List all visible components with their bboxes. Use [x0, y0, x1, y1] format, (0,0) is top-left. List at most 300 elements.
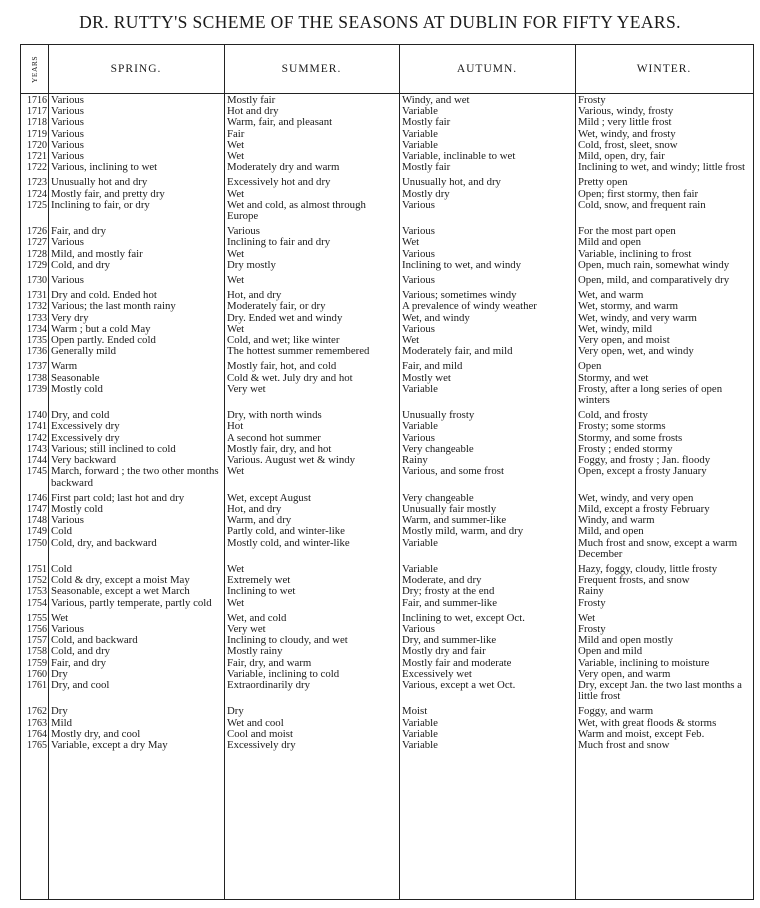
autumn-cell: Mostly mild, warm, and dry [402, 526, 524, 538]
winter-cell: Wet, and warm [578, 290, 644, 302]
autumn-cell: Moderately fair, and mild [402, 346, 513, 358]
table-row [21, 200, 753, 222]
summer-cell: Excessively hot and dry [227, 177, 331, 189]
spring-cell: Cold, and dry [51, 259, 111, 271]
table-row [21, 598, 753, 609]
year-cell: 1731 [27, 290, 47, 302]
autumn-cell: Excessively wet [402, 668, 472, 680]
year-cell: 1759 [27, 657, 47, 669]
winter-cell: Open; first stormy, then fair [578, 188, 699, 200]
winter-cell: Wet, with great floods & storms [578, 717, 717, 729]
spring-cell: Various [51, 128, 84, 140]
autumn-cell: Inclining to wet, except Oct. [402, 612, 525, 624]
table-row [21, 493, 753, 504]
year-cell: 1739 [27, 383, 47, 395]
autumn-cell: Mostly fair and moderate [402, 657, 512, 669]
autumn-cell: A prevalence of windy weather [402, 301, 537, 313]
table-row [21, 575, 753, 586]
winter-cell: Wet, windy, and frosty [578, 128, 676, 140]
spring-cell: Cold & dry, except a moist May [51, 575, 190, 587]
spring-cell: Excessively dry [51, 421, 120, 433]
summer-cell: Partly cold, and winter-like [227, 526, 345, 538]
year-cell: 1716 [27, 95, 47, 106]
spring-cell: Unusually hot and dry [51, 177, 148, 189]
autumn-cell: Various [402, 275, 435, 287]
summer-cell: Inclining to wet [227, 586, 296, 598]
table-row [21, 635, 753, 646]
spring-cell: Various [51, 106, 84, 118]
summer-cell: Dry, with north winds [227, 410, 322, 422]
spring-cell: Generally mild [51, 346, 117, 358]
summer-cell: Dry [227, 706, 244, 718]
autumn-cell: Very changeable [402, 492, 474, 504]
autumn-cell: Variable [402, 128, 438, 140]
spring-cell: Various [51, 117, 84, 129]
table-row [21, 504, 753, 515]
winter-cell: Rainy [578, 586, 604, 598]
winter-cell: Open, much rain, somewhat windy [578, 259, 730, 271]
spring-cell: Seasonable [51, 372, 100, 384]
year-cell: 1753 [27, 586, 47, 598]
header-winter: WINTER. [636, 63, 692, 75]
winter-cell: Much frost and snow, except a warm December [578, 537, 738, 560]
year-cell: 1736 [27, 346, 47, 358]
table-row [21, 421, 753, 432]
winter-cell: Dry, except Jan. the two last months a little frost [578, 679, 742, 703]
summer-cell: Mostly rainy [227, 646, 283, 658]
winter-cell: Mild and open [578, 237, 641, 249]
summer-cell: Hot and dry [227, 106, 279, 118]
spring-cell: Very dry [51, 312, 89, 324]
summer-cell: Wet [227, 597, 245, 609]
summer-cell: A second hot summer [227, 432, 321, 444]
table-row [21, 151, 753, 162]
spring-cell: Dry, and cold [51, 410, 110, 422]
spring-cell: Fair, and dry [51, 226, 107, 238]
year-cell: 1751 [27, 563, 47, 575]
table-row [21, 624, 753, 635]
year-cell: 1754 [27, 597, 47, 609]
winter-cell: Wet, windy, mild [578, 323, 653, 335]
summer-cell: Dry mostly [227, 259, 276, 271]
winter-cell: Very open, and moist [578, 335, 670, 347]
spring-cell: Dry, and cool [51, 679, 110, 691]
autumn-cell: Various; sometimes windy [402, 290, 517, 302]
autumn-cell: Warm, and summer-like [402, 515, 507, 527]
winter-cell: Variable, inclining to moisture [578, 657, 710, 669]
spring-cell: Cold [51, 526, 72, 538]
summer-cell: Wet [227, 323, 245, 335]
autumn-cell: Variable [402, 383, 438, 395]
autumn-cell: Unusually hot, and dry [402, 177, 501, 189]
table-row [21, 189, 753, 200]
year-cell: 1740 [27, 410, 47, 422]
winter-cell: Mild and open mostly [578, 635, 674, 647]
spring-cell: Cold [51, 563, 72, 575]
summer-cell: Mostly fair, hot, and cold [227, 361, 337, 373]
table-row [21, 384, 753, 406]
autumn-cell: Variable [402, 563, 438, 575]
table-row [21, 410, 753, 421]
summer-cell: Wet [227, 466, 245, 478]
summer-cell: Inclining to cloudy, and wet [227, 635, 348, 647]
summer-cell: Warm, and dry [227, 515, 292, 527]
table-row [21, 162, 753, 173]
winter-cell: Hazy, foggy, cloudy, little frosty [578, 563, 718, 575]
spring-cell: Dry [51, 706, 68, 718]
summer-cell: Fair, dry, and warm [227, 657, 312, 669]
year-cell: 1728 [27, 248, 47, 260]
table-row [21, 729, 753, 740]
table-row [21, 740, 753, 751]
spring-cell: Various [51, 515, 84, 527]
spring-cell: Dry [51, 668, 68, 680]
table-row [21, 95, 753, 106]
autumn-cell: Fair, and mild [402, 361, 463, 373]
winter-cell: Wet, stormy, and warm [578, 301, 679, 313]
year-cell: 1735 [27, 335, 47, 347]
autumn-cell: Mostly fair [402, 162, 451, 174]
winter-cell: Windy, and warm [578, 515, 655, 527]
autumn-cell: Wet [402, 237, 420, 249]
autumn-cell: Mostly wet [402, 372, 451, 384]
autumn-cell: Various [402, 226, 435, 238]
spring-cell: Various, inclining to wet [51, 162, 158, 174]
spring-cell: Various [51, 237, 84, 249]
year-cell: 1752 [27, 575, 47, 587]
spring-cell: Various [51, 95, 84, 106]
winter-cell: Inclining to wet, and windy; little frost [578, 162, 746, 174]
header-years-label: YEARS [30, 55, 39, 83]
summer-cell: Wet and cold, as almost through Europe [227, 199, 366, 223]
summer-cell: Wet [227, 563, 245, 575]
year-cell: 1760 [27, 668, 47, 680]
winter-cell: Frosty, after a long series of open winters [578, 383, 723, 407]
winter-cell: Mild, except a frosty February [578, 503, 710, 515]
table-row [21, 613, 753, 624]
year-cell: 1757 [27, 635, 47, 647]
year-cell: 1747 [27, 503, 47, 515]
autumn-cell: Various, except a wet Oct. [402, 679, 516, 691]
spring-cell: Various; still inclined to cold [51, 443, 176, 455]
year-cell: 1723 [27, 177, 47, 189]
table-row [21, 260, 753, 271]
table-row [21, 526, 753, 537]
summer-cell: The hottest summer remembered [227, 346, 370, 358]
table-row [21, 129, 753, 140]
winter-cell: Frosty [578, 623, 606, 635]
table-row [21, 301, 753, 312]
summer-cell: Hot [227, 421, 244, 433]
table-row [21, 249, 753, 260]
year-cell: 1717 [27, 106, 47, 118]
year-cell: 1720 [27, 139, 47, 151]
year-cell: 1745 [27, 466, 47, 478]
spring-cell: Various [51, 623, 84, 635]
summer-cell: Wet [227, 139, 245, 151]
winter-cell: Frosty [578, 95, 606, 106]
summer-cell: Warm, fair, and pleasant [227, 117, 333, 129]
autumn-cell: Various [402, 323, 435, 335]
winter-cell: Various, windy, frosty [578, 106, 674, 118]
table-row [21, 117, 753, 128]
autumn-cell: Very changeable [402, 443, 474, 455]
winter-cell: Frosty; some storms [578, 421, 666, 433]
autumn-cell: Variable [402, 537, 438, 549]
year-cell: 1742 [27, 432, 47, 444]
summer-cell: Mostly cold, and winter-like [227, 537, 350, 549]
table-row [21, 646, 753, 657]
table-body [21, 95, 753, 751]
winter-cell: Very open, and warm [578, 668, 671, 680]
spring-cell: Cold, dry, and backward [51, 537, 157, 549]
spring-cell: Mostly cold [51, 383, 103, 395]
year-cell: 1761 [27, 679, 47, 691]
autumn-cell: Variable [402, 728, 438, 740]
year-cell: 1755 [27, 612, 47, 624]
year-cell: 1725 [27, 199, 47, 211]
year-cell: 1722 [27, 162, 47, 174]
spring-cell: Open partly. Ended cold [51, 335, 156, 347]
autumn-cell: Variable [402, 139, 438, 151]
spring-cell: Mostly dry, and cool [51, 728, 141, 740]
autumn-cell: Dry, and summer-like [402, 635, 497, 647]
autumn-cell: Wet, and windy [402, 312, 470, 324]
autumn-cell: Unusually frosty [402, 410, 475, 422]
spring-cell: Various, partly temperate, partly cold [51, 597, 212, 609]
winter-cell: Much frost and snow [578, 739, 670, 751]
table-row [21, 706, 753, 717]
spring-cell: Cold, and dry [51, 646, 111, 658]
summer-cell: Wet and cool [227, 717, 284, 729]
table-row [21, 335, 753, 346]
year-cell: 1746 [27, 492, 47, 504]
winter-cell: Pretty open [578, 177, 628, 189]
year-cell: 1758 [27, 646, 47, 658]
year-cell: 1724 [27, 188, 47, 200]
table-row [21, 346, 753, 357]
spring-cell: Mostly cold [51, 503, 103, 515]
summer-cell: Wet, and cold [227, 612, 287, 624]
winter-cell: Wet, windy, and very open [578, 492, 694, 504]
autumn-cell: Windy, and wet [402, 95, 470, 106]
table-row [21, 433, 753, 444]
header-spring: SPRING. [110, 63, 162, 75]
winter-cell: Foggy, and frosty ; Jan. floody [578, 455, 711, 467]
autumn-cell: Fair, and summer-like [402, 597, 497, 609]
year-cell: 1765 [27, 739, 47, 751]
year-cell: 1726 [27, 226, 47, 238]
header-years [21, 45, 48, 93]
winter-cell: Wet [578, 612, 596, 624]
page-title: DR. RUTTY'S SCHEME OF THE SEASONS AT DUBLIN FOR FIFTY YEARS. [79, 12, 681, 32]
winter-cell: Foggy, and warm [578, 706, 654, 718]
winter-cell: Frosty [578, 597, 606, 609]
table-row [21, 226, 753, 237]
autumn-cell: Variable [402, 717, 438, 729]
spring-cell: Variable, except a dry May [51, 739, 168, 751]
year-cell: 1727 [27, 237, 47, 249]
winter-cell: Warm and moist, except Feb. [578, 728, 705, 740]
spring-cell: Various [51, 275, 84, 287]
spring-cell: Mild [51, 717, 72, 729]
summer-cell: Various [227, 226, 260, 238]
summer-cell: Moderately fair, or dry [227, 301, 326, 313]
table-row [21, 313, 753, 324]
winter-cell: Stormy, and some frosts [578, 432, 683, 444]
spring-cell: Various [51, 139, 84, 151]
autumn-cell: Rainy [402, 455, 428, 467]
autumn-cell: Variable [402, 739, 438, 751]
autumn-cell: Variable, inclinable to wet [402, 151, 516, 163]
year-cell: 1756 [27, 623, 47, 635]
year-cell: 1730 [27, 275, 47, 287]
spring-cell: Excessively dry [51, 432, 120, 444]
table-row [21, 564, 753, 575]
header-autumn: AUTUMN. [456, 63, 518, 75]
winter-cell: Open [578, 361, 602, 373]
autumn-cell: Unusually fair mostly [402, 503, 497, 515]
autumn-cell: Various [402, 248, 435, 260]
summer-cell: Fair [227, 128, 245, 140]
table-row [21, 361, 753, 372]
winter-cell: Cold, and frosty [578, 410, 648, 422]
year-cell: 1763 [27, 717, 47, 729]
year-cell: 1721 [27, 151, 47, 163]
autumn-cell: Mostly dry [402, 188, 450, 200]
year-cell: 1749 [27, 526, 47, 538]
table-row [21, 466, 753, 488]
summer-cell: Mostly fair, dry, and hot [227, 443, 332, 455]
summer-cell: Cold & wet. July dry and hot [227, 372, 353, 384]
summer-cell: Hot, and dry [227, 503, 282, 515]
summer-cell: Wet [227, 151, 245, 163]
table-row [21, 373, 753, 384]
winter-cell: Mild, open, dry, fair [578, 151, 665, 163]
year-cell: 1748 [27, 515, 47, 527]
winter-cell: Stormy, and wet [578, 372, 649, 384]
winter-cell: Very open, wet, and windy [578, 346, 694, 358]
table-row [21, 140, 753, 151]
year-cell: 1764 [27, 728, 47, 740]
year-cell: 1732 [27, 301, 47, 313]
year-cell: 1734 [27, 323, 47, 335]
autumn-cell: Various, and some frost [402, 466, 504, 478]
winter-cell: Open and mild [578, 646, 643, 658]
table-row [21, 669, 753, 680]
spring-cell: Fair, and dry [51, 657, 107, 669]
spring-cell: Dry and cold. Ended hot [51, 290, 157, 302]
winter-cell: Open, except a frosty January [578, 466, 707, 478]
winter-cell: Cold, frost, sleet, snow [578, 139, 678, 151]
winter-cell: Variable, inclining to frost [578, 248, 692, 260]
table-row [21, 177, 753, 188]
year-cell: 1733 [27, 312, 47, 324]
seasons-table [20, 44, 754, 900]
winter-cell: Open, mild, and comparatively dry [578, 275, 730, 287]
spring-cell: Very backward [51, 455, 117, 467]
spring-cell: Seasonable, except a wet March [51, 586, 190, 598]
year-cell: 1719 [27, 128, 47, 140]
autumn-cell: Wet [402, 335, 420, 347]
autumn-cell: Variable [402, 106, 438, 118]
year-cell: 1744 [27, 455, 47, 467]
year-cell: 1729 [27, 259, 47, 271]
table-row [21, 290, 753, 301]
spring-cell: Warm [51, 361, 78, 373]
spring-cell: Various; the last month rainy [51, 301, 176, 313]
table-row [21, 324, 753, 335]
autumn-cell: Various [402, 199, 435, 211]
table-row [21, 444, 753, 455]
year-cell: 1743 [27, 443, 47, 455]
autumn-cell: Inclining to wet, and windy [402, 259, 522, 271]
winter-cell: Mild, and open [578, 526, 644, 538]
spring-cell: Warm ; but a cold May [51, 323, 151, 335]
summer-cell: Hot, and dry [227, 290, 282, 302]
summer-cell: Extremely wet [227, 575, 291, 587]
winter-cell: Mild ; very little frost [578, 117, 672, 129]
year-cell: 1738 [27, 372, 47, 384]
summer-cell: Excessively dry [227, 739, 296, 751]
year-cell: 1762 [27, 706, 47, 718]
table-row [21, 237, 753, 248]
year-cell: 1741 [27, 421, 47, 433]
table-row [21, 106, 753, 117]
table-row [21, 455, 753, 466]
summer-cell: Dry. Ended wet and windy [227, 312, 343, 324]
table-row [21, 515, 753, 526]
year-cell: 1718 [27, 117, 47, 129]
spring-cell: First part cold; last hot and dry [51, 492, 185, 504]
table-row [21, 658, 753, 669]
autumn-cell: Moderate, and dry [402, 575, 482, 587]
spring-cell: Inclining to fair, or dry [51, 199, 150, 211]
winter-cell: Cold, snow, and frequent rain [578, 199, 706, 211]
autumn-cell: Various [402, 623, 435, 635]
summer-cell: Mostly fair [227, 95, 276, 106]
summer-cell: Variable, inclining to cold [227, 668, 340, 680]
summer-cell: Wet, except August [227, 492, 311, 504]
winter-cell: For the most part open [578, 226, 676, 238]
winter-cell: Frosty ; ended stormy [578, 443, 673, 455]
autumn-cell: Dry; frosty at the end [402, 586, 495, 598]
spring-cell: Mild, and mostly fair [51, 248, 143, 260]
summer-cell: Inclining to fair and dry [227, 237, 331, 249]
winter-cell: Wet, windy, and very warm [578, 312, 697, 324]
autumn-cell: Mostly fair [402, 117, 451, 129]
table-row [21, 718, 753, 729]
autumn-cell: Variable [402, 421, 438, 433]
summer-cell: Wet [227, 188, 245, 200]
year-cell: 1750 [27, 537, 47, 549]
table-row [21, 538, 753, 560]
autumn-cell: Mostly dry and fair [402, 646, 486, 658]
table-row [21, 275, 753, 286]
table-row [21, 586, 753, 597]
summer-cell: Cold, and wet; like winter [227, 335, 340, 347]
summer-cell: Various. August wet & windy [227, 455, 356, 467]
table-row [21, 680, 753, 702]
header-summer: SUMMER. [281, 63, 342, 75]
summer-cell: Cool and moist [227, 728, 293, 740]
autumn-cell: Moist [402, 706, 428, 718]
spring-cell: Wet [51, 612, 69, 624]
summer-cell: Moderately dry and warm [227, 162, 340, 174]
winter-cell: Frequent frosts, and snow [578, 575, 690, 587]
table-header [21, 45, 753, 94]
summer-cell: Wet [227, 275, 245, 287]
